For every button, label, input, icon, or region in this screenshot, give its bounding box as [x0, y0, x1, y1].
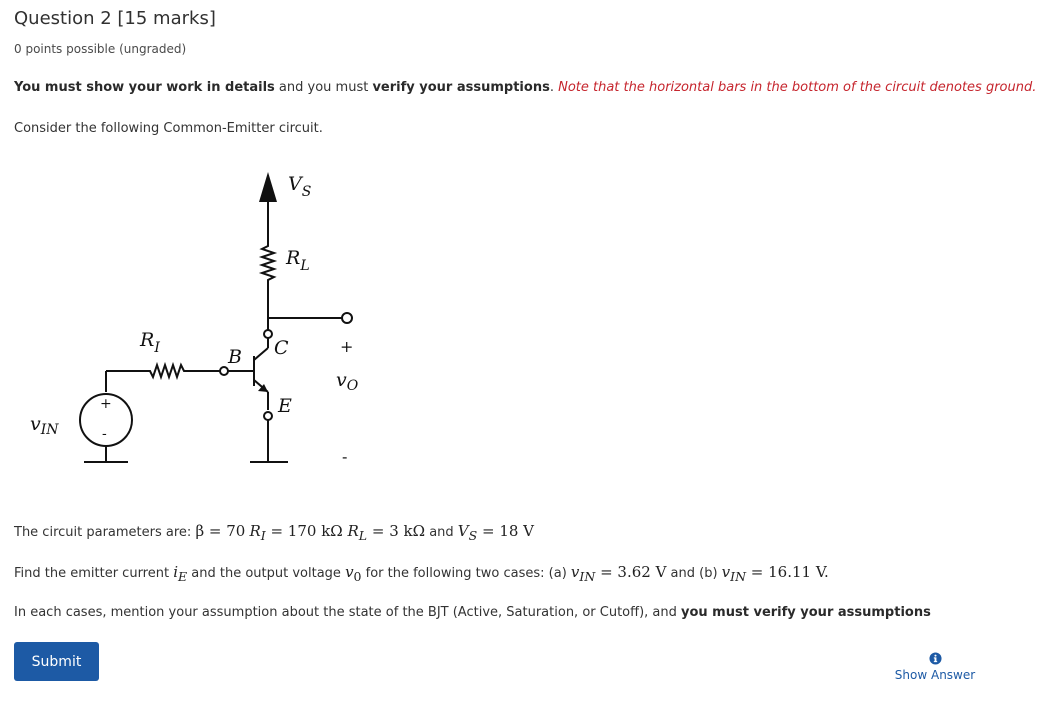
vo-plus: + [340, 337, 354, 356]
find-vo-sub: 0 [353, 569, 362, 584]
find-vo: v [345, 563, 354, 581]
collector-node [264, 330, 272, 338]
vs-sub: S [301, 184, 312, 200]
find-ie-sub: E [178, 569, 188, 584]
svg-text:RI [139, 329, 160, 356]
base-node [220, 367, 228, 375]
find-val-a: = 3.62 V [595, 563, 667, 581]
find-ie: i [173, 563, 179, 581]
param-rl: R [347, 522, 359, 540]
vs-label: V [288, 173, 302, 195]
common-emitter-circuit-diagram [22, 160, 382, 480]
collector-to-base [254, 348, 268, 360]
ground-note: Note that the horizontal bars in the bottom of the circuit denotes ground. [558, 80, 1037, 95]
find-mid2: for the following two cases: (a) [361, 566, 571, 581]
question-title: Question 2 [15 marks] [14, 8, 216, 29]
emitter-node [264, 412, 272, 420]
rl-resistor [262, 238, 274, 318]
svg-text:RL [285, 247, 310, 274]
vo-label: v [336, 369, 347, 391]
instruction-text [14, 80, 1036, 95]
vin-label: v [30, 413, 41, 435]
vs-arrow [259, 172, 277, 202]
instruction-mid: and you must [274, 80, 373, 95]
params-and: and [425, 525, 458, 540]
show-answer-button[interactable] [890, 652, 980, 682]
param-rl-sub: L [358, 528, 368, 543]
instruction-bold-work: You must show your work in details [14, 80, 275, 95]
param-ri-val: = 170 kΩ [265, 522, 348, 540]
param-beta: β = 70 [195, 522, 246, 540]
base-label: B [228, 346, 242, 368]
consider-text: Consider the following Common-Emitter circuit. [14, 121, 323, 136]
find-mid: and the output voltage [187, 566, 346, 581]
circuit-parameters [14, 522, 534, 543]
find-text [14, 563, 829, 584]
svg-text:VS [288, 173, 311, 200]
param-ri-sub: I [260, 528, 266, 543]
assumption-body: In each cases, mention your assumption about the state of the BJT (Active, Saturation, or Cutoff), and [14, 605, 681, 620]
emitter-label: E [278, 395, 292, 417]
vo-sub: O [346, 378, 359, 394]
param-vs-sub: S [468, 528, 478, 543]
find-vin-a: v [570, 563, 580, 581]
ri-label: R [140, 329, 155, 351]
find-val-b: = 16.11 V. [746, 563, 829, 581]
vin-sub: IN [40, 422, 59, 438]
param-ri: R [249, 522, 261, 540]
instruction-end: . [549, 80, 559, 95]
collector-label: C [274, 337, 289, 359]
param-vs: V [457, 522, 469, 540]
assumption-bold: you must verify your assumptions [681, 605, 931, 620]
vo-terminal [342, 313, 352, 323]
points-possible: 0 points possible (ungraded) [14, 42, 187, 56]
find-prefix: Find the emitter current [14, 566, 174, 581]
find-vin-b-sub: IN [730, 569, 747, 584]
source-plus: + [100, 396, 112, 412]
submit-button[interactable]: Submit [14, 642, 99, 681]
ri-sub: I [154, 340, 160, 356]
find-vin-a-sub: IN [579, 569, 596, 584]
instruction-bold-verify: verify your assumptions [372, 80, 550, 95]
assumption-text [14, 605, 931, 620]
rl-sub: L [300, 258, 310, 274]
param-vs-val: = 18 V [477, 522, 535, 540]
svg-text:vIN [30, 413, 59, 438]
source-minus: - [102, 426, 107, 442]
rl-label: R [286, 247, 301, 269]
find-vin-b: v [721, 563, 731, 581]
ri-resistor [106, 365, 190, 377]
params-prefix: The circuit parameters are: [14, 525, 196, 540]
find-and-b: and (b) [666, 566, 722, 581]
param-rl-val: = 3 kΩ [367, 522, 426, 540]
show-answer-label: Show Answer [894, 668, 976, 682]
svg-text:vO [336, 369, 359, 394]
vo-minus: - [342, 447, 348, 466]
info-circle-icon [929, 652, 942, 665]
